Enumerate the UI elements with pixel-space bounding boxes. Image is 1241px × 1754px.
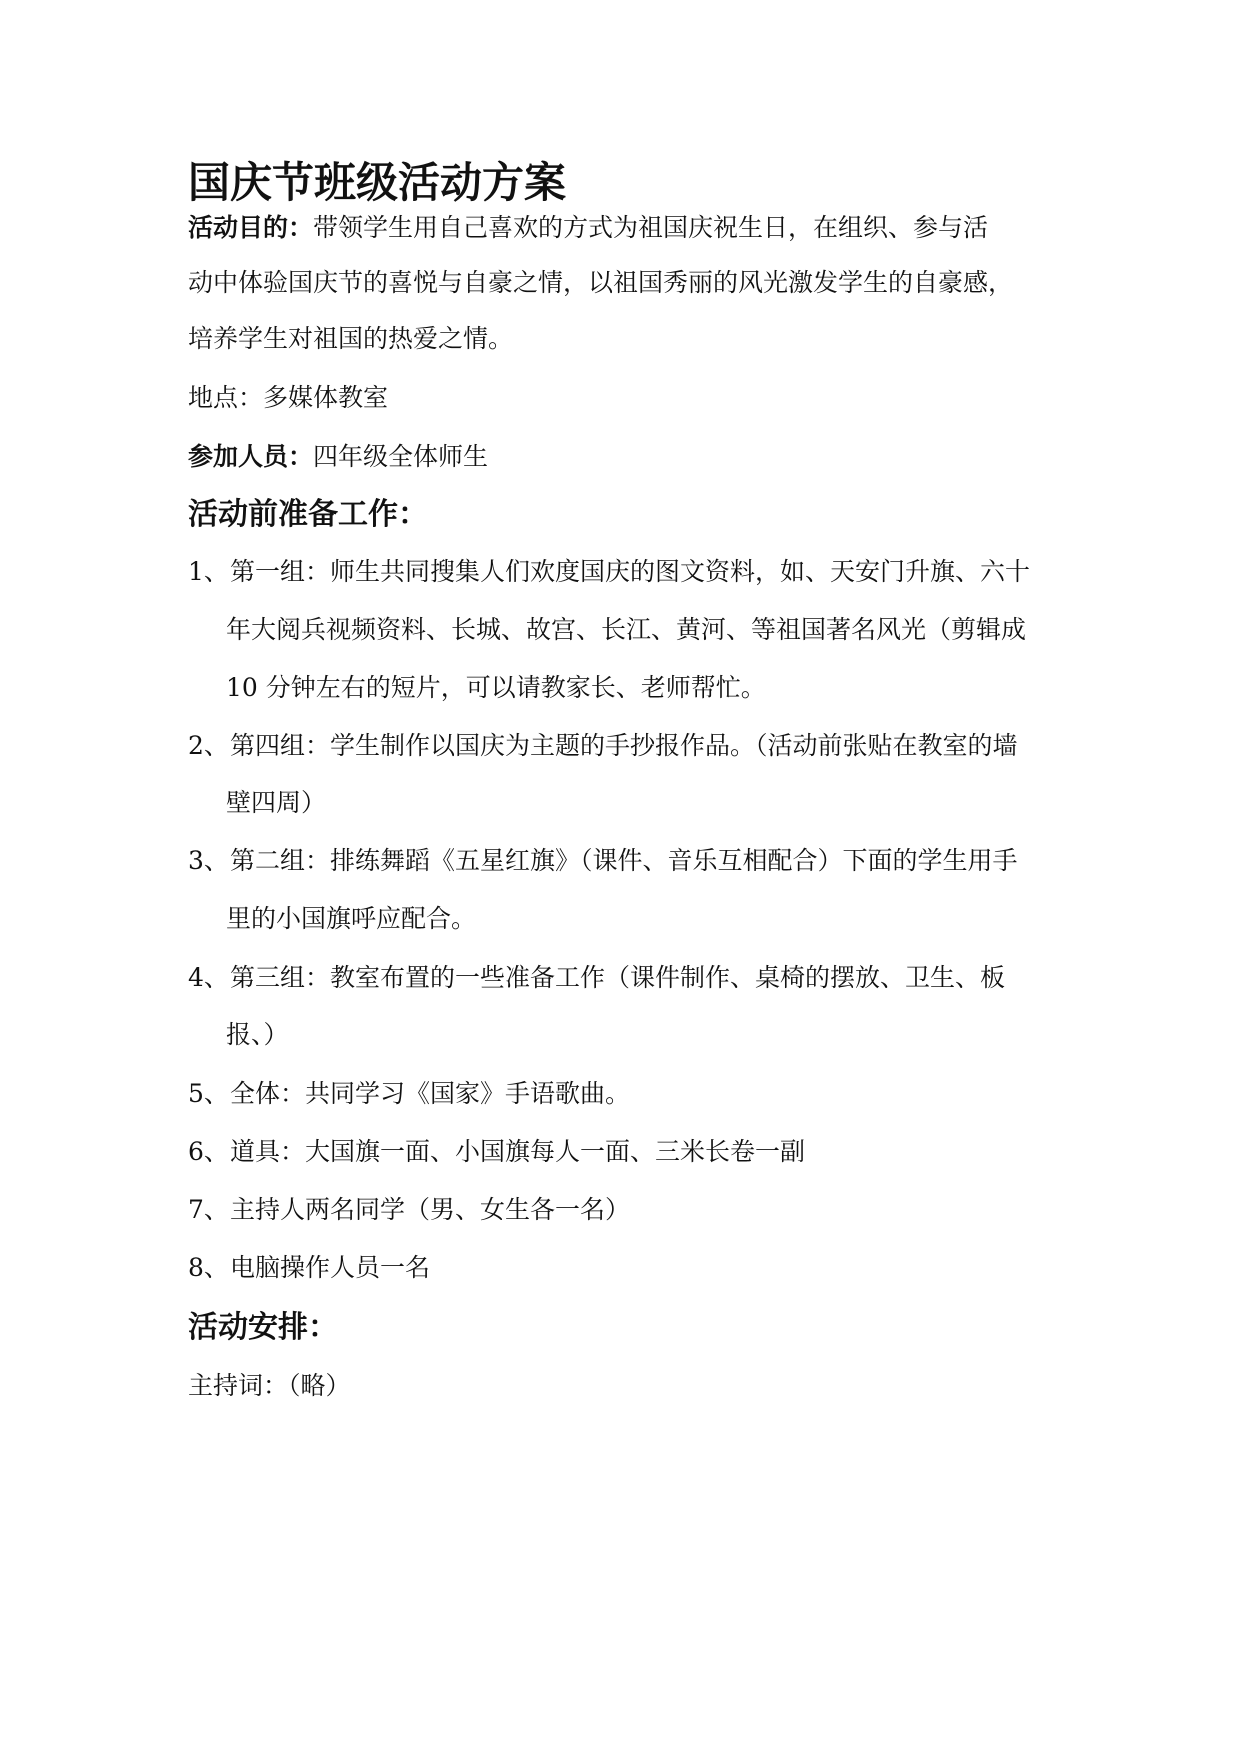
prep-item-2-number: 2、 [188,731,229,760]
prep-item-4 [188,965,1005,990]
prep-item-1-number: 1、 [188,557,229,586]
prep-item-6-number: 6、 [188,1137,229,1166]
location-line [188,385,388,410]
prep-item-8-number: 8、 [188,1253,229,1282]
prep-item-1-line-3: 10 分钟左右的短片，可以请教家长、老师帮忙。 [226,673,766,702]
participants-line [188,444,488,469]
page-title: 国庆节班级活动方案 [188,158,567,207]
prep-item-2 [188,733,1018,758]
prep-item-2-text-1: 第四组：学生制作以国庆为主题的手抄报作品。（活动前张贴在教室的墙 [230,731,1018,760]
arrangement-heading: 活动安排： [188,1310,338,1345]
prep-item-5 [188,1081,630,1106]
prep-item-4-line-2: 报、） [226,1020,289,1049]
prep-item-8-text: 电脑操作人员一名 [230,1253,431,1282]
purpose-line-1 [188,215,988,240]
participants-value: 四年级全体师生 [313,442,489,471]
purpose-text-1: 带领学生用自己喜欢的方式为祖国庆祝生日，在组织、参与活 [313,213,989,242]
prep-item-3-number: 3、 [188,846,229,875]
prep-heading: 活动前准备工作： [188,497,428,532]
prep-item-5-text: 全体：共同学习《国家》手语歌曲。 [230,1079,631,1108]
prep-item-1-text-1: 第一组：师生共同搜集人们欢度国庆的图文资料，如、天安门升旗、六十 [230,557,1031,586]
prep-item-1-line-2: 年大阅兵视频资料、长城、故宫、长江、黄河、等祖国著名风光（剪辑成 [226,615,1027,644]
location-label: 地点： [188,383,264,412]
purpose-line-2: 动中体验国庆节的喜悦与自豪之情，以祖国秀丽的风光激发学生的自豪感， [188,268,1014,297]
purpose-line-3: 培养学生对祖国的热爱之情。 [188,324,514,353]
purpose-label: 活动目的： [188,213,314,242]
prep-item-3 [188,848,1018,873]
prep-item-5-number: 5、 [188,1079,229,1108]
prep-item-7-text: 主持人两名同学（男、女生各一名） [230,1195,631,1224]
prep-item-2-line-2: 壁四周） [226,788,327,817]
prep-item-7 [188,1197,630,1222]
host-line: 主持词：（略） [188,1371,351,1400]
prep-item-7-number: 7、 [188,1195,229,1224]
prep-item-3-text-1: 第二组：排练舞蹈《五星红旗》（课件、音乐互相配合）下面的学生用手 [230,846,1018,875]
prep-item-6 [188,1139,805,1164]
prep-item-4-text-1: 第三组：教室布置的一些准备工作（课件制作、桌椅的摆放、卫生、板 [230,963,1006,992]
prep-item-4-number: 4、 [188,963,229,992]
participants-label: 参加人员： [188,442,314,471]
prep-item-3-line-2: 里的小国旗呼应配合。 [226,904,477,933]
prep-item-6-text: 道具：大国旗一面、小国旗每人一面、三米长卷一副 [230,1137,806,1166]
prep-item-8 [188,1255,430,1280]
location-value: 多媒体教室 [263,383,389,412]
prep-item-1 [188,559,1030,584]
